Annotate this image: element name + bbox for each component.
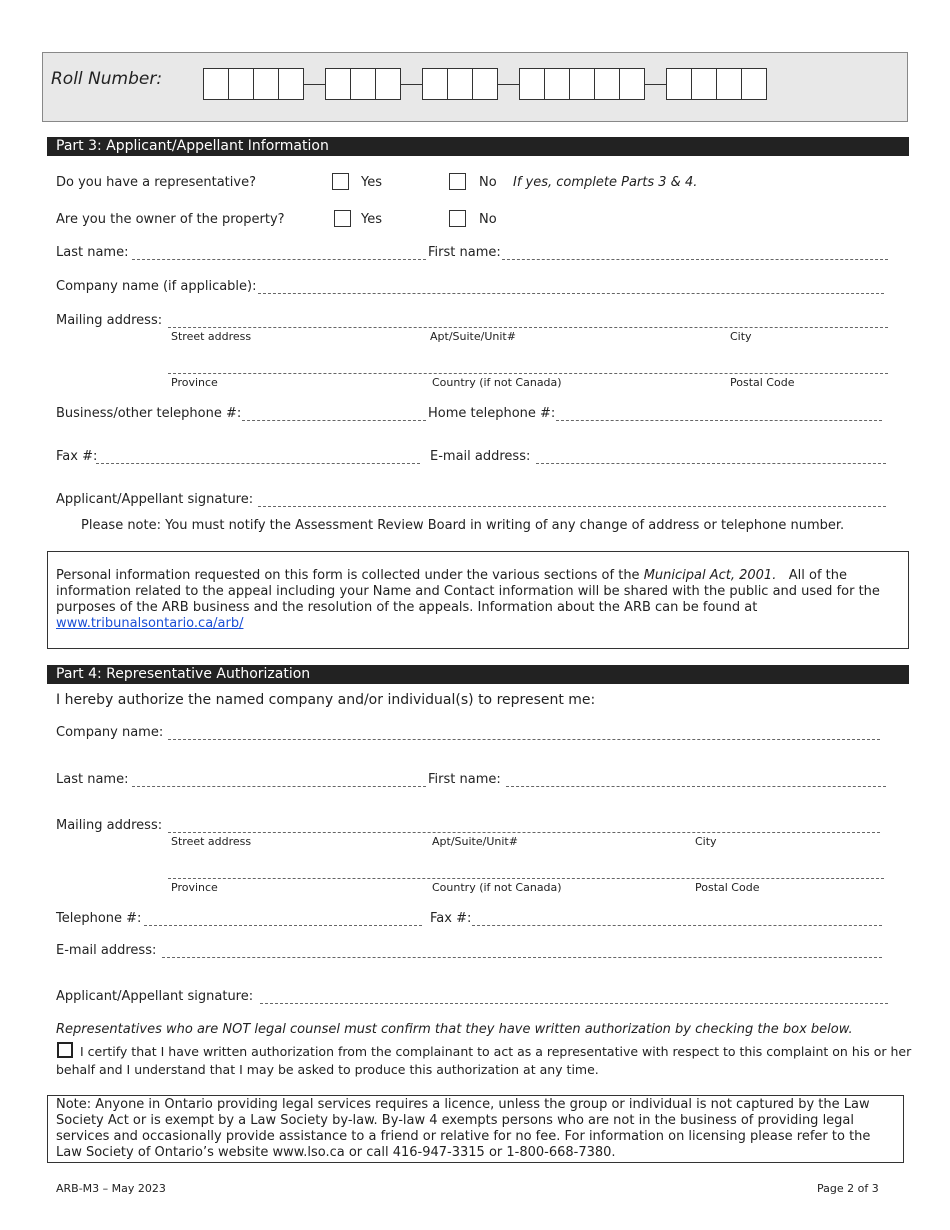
fax-field[interactable] xyxy=(96,463,420,464)
business-telephone-field[interactable] xyxy=(242,420,426,421)
roll-number-box xyxy=(42,52,908,122)
mailing-address-line2[interactable] xyxy=(168,373,888,374)
page-number: Page 2 of 3 xyxy=(817,1182,879,1195)
roll-digit[interactable] xyxy=(228,68,254,100)
last-name-field[interactable] xyxy=(132,259,426,260)
roll-number-label: Roll Number: xyxy=(51,69,163,89)
rep-telephone-label: Telephone #: xyxy=(56,911,142,926)
roll-digit[interactable] xyxy=(594,68,620,100)
roll-digit[interactable] xyxy=(716,68,742,100)
roll-separator xyxy=(498,84,520,85)
rep-first-name-label: First name: xyxy=(428,772,501,787)
rep-company-label: Company name: xyxy=(56,725,164,740)
law-society-note-box xyxy=(47,1095,904,1163)
home-telephone-label: Home telephone #: xyxy=(428,406,556,421)
signature-label: Applicant/Appellant signature: xyxy=(56,492,254,507)
lso-line2: Society Act or is exempt by a Law Society by-law. By-law 4 exempts persons who are not in the business of providing legal xyxy=(56,1113,855,1128)
if-yes-note: If yes, complete Parts 3 & 4. xyxy=(513,175,698,190)
business-telephone-label: Business/other telephone #: xyxy=(56,406,242,421)
representatives-note: Representatives who are NOT legal counsel must confirm that they have written authorization by checking the box below. xyxy=(56,1022,853,1037)
rep-last-name-field[interactable] xyxy=(132,786,426,787)
representative-no-label: No xyxy=(479,175,497,190)
apt-caption: Apt/Suite/Unit# xyxy=(430,330,516,343)
rep-postal-caption: Postal Code xyxy=(695,881,760,894)
representative-question: Do you have a representative? xyxy=(56,175,256,190)
fax-label: Fax #: xyxy=(56,449,98,464)
signature-field[interactable] xyxy=(258,506,886,507)
postal-code-caption: Postal Code xyxy=(730,376,795,389)
rep-mailing-address-line2[interactable] xyxy=(168,878,884,879)
rep-mailing-address-line1[interactable] xyxy=(168,832,880,833)
roll-digit[interactable] xyxy=(519,68,545,100)
home-telephone-field[interactable] xyxy=(556,420,882,421)
street-address-caption: Street address xyxy=(171,330,252,343)
roll-digit[interactable] xyxy=(569,68,595,100)
rep-fax-field[interactable] xyxy=(472,925,882,926)
part3-header: Part 3: Applicant/Appellant Information xyxy=(47,137,909,156)
roll-digit[interactable] xyxy=(691,68,717,100)
owner-question: Are you the owner of the property? xyxy=(56,212,285,227)
please-note: Please note: You must notify the Assessment Review Board in writing of any change of address or telephone number. xyxy=(81,518,845,533)
lso-line4: Law Society of Ontario’s website www.lso.ca or call 416-947-3315 or 1-800-668-7380. xyxy=(56,1145,616,1160)
mailing-address-label: Mailing address: xyxy=(56,313,163,328)
company-label: Company name (if applicable): xyxy=(56,279,257,294)
certify-line2: behalf and I understand that I may be asked to produce this authorization at any time. xyxy=(56,1062,599,1077)
owner-yes-checkbox[interactable] xyxy=(334,210,351,227)
privacy-line3: purposes of the ARB business and the resolution of the appeals. Information about the ARB can be found at xyxy=(56,600,758,615)
part4-header: Part 4: Representative Authorization xyxy=(47,665,909,684)
privacy-line2: information related to the appeal including your Name and Contact information will be shared with the public and used for the xyxy=(56,584,880,599)
rep-city-caption: City xyxy=(695,835,717,848)
lso-line3: services and occasionally provide assistance to a friend or relative for no fee. For information on licensing please refer to the xyxy=(56,1129,871,1144)
municipal-act: Municipal Act, 2001. xyxy=(643,568,777,583)
rep-last-name-label: Last name: xyxy=(56,772,129,787)
rep-signature-field[interactable] xyxy=(260,1003,888,1004)
rep-telephone-field[interactable] xyxy=(144,925,422,926)
last-name-label: Last name: xyxy=(56,245,129,260)
privacy-line1-end: All of the xyxy=(776,568,847,583)
roll-digit[interactable] xyxy=(472,68,498,100)
privacy-notice-text xyxy=(56,568,880,632)
first-name-label: First name: xyxy=(428,245,501,260)
mailing-address-line1[interactable] xyxy=(168,327,888,328)
rep-email-label: E-mail address: xyxy=(56,943,157,958)
certify-line1: I certify that I have written authorization from the complainant to act as a representative with respect to this complaint on his or her xyxy=(80,1044,912,1059)
rep-fax-label: Fax #: xyxy=(430,911,472,926)
roll-digit[interactable] xyxy=(619,68,645,100)
representative-no-checkbox[interactable] xyxy=(449,173,466,190)
owner-yes-label: Yes xyxy=(361,212,382,227)
roll-digit[interactable] xyxy=(741,68,767,100)
city-caption: City xyxy=(730,330,752,343)
rep-country-caption: Country (if not Canada) xyxy=(432,881,562,894)
email-field[interactable] xyxy=(536,463,886,464)
rep-first-name-field[interactable] xyxy=(506,786,886,787)
roll-separator xyxy=(304,84,326,85)
roll-digit[interactable] xyxy=(422,68,448,100)
province-caption: Province xyxy=(171,376,218,389)
company-field[interactable] xyxy=(258,293,884,294)
rep-street-caption: Street address xyxy=(171,835,252,848)
owner-no-checkbox[interactable] xyxy=(449,210,466,227)
certify-checkbox[interactable] xyxy=(57,1042,73,1058)
rep-company-field[interactable] xyxy=(168,739,880,740)
roll-digit[interactable] xyxy=(544,68,570,100)
roll-digit[interactable] xyxy=(278,68,304,100)
roll-digit[interactable] xyxy=(253,68,279,100)
roll-digit[interactable] xyxy=(666,68,692,100)
representative-yes-label: Yes xyxy=(361,175,382,190)
roll-number-input[interactable] xyxy=(204,68,767,100)
rep-email-field[interactable] xyxy=(162,957,882,958)
authorize-statement: I hereby authorize the named company and/or individual(s) to represent me: xyxy=(56,692,596,708)
law-society-note-text xyxy=(56,1097,870,1161)
roll-digit[interactable] xyxy=(375,68,401,100)
rep-apt-caption: Apt/Suite/Unit# xyxy=(432,835,518,848)
roll-separator xyxy=(401,84,423,85)
rep-mailing-address-label: Mailing address: xyxy=(56,818,163,833)
roll-digit[interactable] xyxy=(350,68,376,100)
rep-signature-label: Applicant/Appellant signature: xyxy=(56,989,254,1004)
first-name-field[interactable] xyxy=(502,259,888,260)
email-label: E-mail address: xyxy=(430,449,531,464)
arb-website-link[interactable]: www.tribunalsontario.ca/arb/ xyxy=(56,616,244,631)
privacy-line1-start: Personal information requested on this form is collected under the various sections of the xyxy=(56,568,644,583)
form-id: ARB-M3 – May 2023 xyxy=(56,1182,166,1195)
privacy-notice-box xyxy=(47,551,909,649)
roll-digit[interactable] xyxy=(203,68,229,100)
owner-no-label: No xyxy=(479,212,497,227)
lso-line1: Note: Anyone in Ontario providing legal services requires a licence, unless the group or individual is not captured by the Law xyxy=(56,1097,870,1112)
roll-digit[interactable] xyxy=(447,68,473,100)
rep-province-caption: Province xyxy=(171,881,218,894)
roll-digit[interactable] xyxy=(325,68,351,100)
representative-yes-checkbox[interactable] xyxy=(332,173,349,190)
roll-separator xyxy=(645,84,667,85)
country-caption: Country (if not Canada) xyxy=(432,376,562,389)
